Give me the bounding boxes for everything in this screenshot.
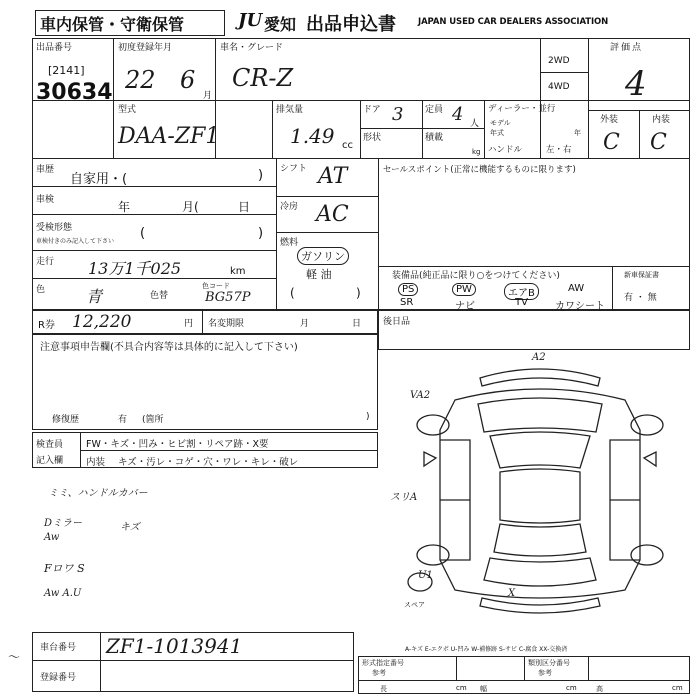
- repair-have: 有: [118, 415, 128, 425]
- receipt-open: (: [140, 226, 146, 241]
- equipment-tv: TV: [515, 297, 528, 308]
- inspector-line-1: FW・キズ・凹み・ヒビ割・リペア跡・X要: [86, 439, 269, 450]
- chassis-label: 車台番号: [40, 643, 77, 653]
- drive-2wd: 2WD: [548, 56, 570, 66]
- mileage-label: 走行: [36, 257, 55, 267]
- recycle-label: R券: [38, 320, 55, 331]
- handwritten-note-2: Dミラー: [44, 518, 83, 529]
- capacity-value: 4: [452, 104, 464, 125]
- inspector-line-2: キズ・汚レ・コゲ・穴・ワレ・キレ・破レ: [118, 457, 299, 468]
- hood: [478, 398, 602, 432]
- dim-width-unit: cm: [566, 684, 577, 692]
- dim-length: 長: [380, 685, 387, 693]
- model-year-label: モデル: [490, 119, 511, 127]
- fuel-label: 燃料: [280, 238, 299, 248]
- interior-label: 内装: [652, 115, 671, 125]
- wheel-front-left: [417, 415, 449, 435]
- lot-label: 出品番号: [36, 43, 73, 53]
- cc-unit: cc: [342, 140, 353, 151]
- first-reg-month: 6: [180, 66, 196, 94]
- front-bumper: [480, 369, 600, 386]
- repair-history-label: 修復歴: [52, 415, 80, 425]
- equipment-sr: SR: [400, 297, 414, 308]
- door-label: ドア: [363, 105, 381, 115]
- first-reg-year: 22: [125, 66, 156, 94]
- inspection-year: 年: [118, 200, 131, 214]
- handwritten-note-3: キズ: [120, 522, 140, 533]
- ac-label: 冷房: [280, 202, 299, 212]
- drive-4wd: 4WD: [548, 82, 570, 92]
- shift-label: シフト: [280, 164, 308, 174]
- spec-label-3: 類別区分番号: [528, 659, 570, 667]
- remarks-label: 後日品: [383, 317, 411, 327]
- displacement-label: 排気量: [276, 105, 304, 115]
- spec-label-2: 参考: [372, 669, 386, 677]
- rating-value: 4: [625, 64, 647, 104]
- equipment-pw: PW: [452, 283, 476, 296]
- color-value: 青: [86, 287, 103, 306]
- ju-logo: JU: [238, 10, 263, 31]
- interior-prefix: 内装: [86, 457, 106, 468]
- spare-label: スペア: [404, 601, 425, 609]
- trunk: [484, 558, 596, 586]
- equipment-airbag: エアB: [504, 283, 539, 300]
- form-title: 出品申込書: [306, 14, 396, 35]
- km-unit: km: [230, 266, 246, 277]
- notes-label: 注意事項申告欄(不具合内容等は具体的に記入して下さい): [40, 342, 298, 353]
- shape-label: 形状: [363, 133, 382, 143]
- car-history-close: ): [258, 168, 264, 183]
- wheel-rear-right: [631, 545, 663, 565]
- chassis-value: ZF1-1013941: [106, 634, 243, 658]
- repair-place: (箇所: [142, 415, 164, 425]
- damage-mark-va2: VA2: [410, 390, 431, 401]
- month-unit: 月: [203, 91, 213, 101]
- ac-value: AC: [316, 202, 349, 227]
- lot-small: [2141]: [48, 64, 85, 77]
- dim-height: 高: [596, 685, 603, 693]
- equipment-aw: AW: [568, 283, 585, 294]
- windshield: [490, 432, 590, 468]
- dim-length-unit: cm: [456, 684, 467, 692]
- rating-label: 評価点: [610, 43, 644, 53]
- handle-options: 左・右: [546, 145, 572, 155]
- inspection-month: 月(: [182, 200, 199, 214]
- color-label: 色: [36, 285, 46, 295]
- kg-unit: kg: [472, 148, 481, 156]
- left-mark: 〜: [8, 650, 21, 664]
- handwritten-note-4: Aw: [44, 532, 60, 543]
- exterior-grade: C: [603, 130, 620, 155]
- receipt-note: 車検付きのみ記入して下さい: [36, 238, 115, 245]
- model-name: CR-Z: [232, 64, 294, 92]
- name-change-label: 名変期限: [208, 319, 245, 329]
- warranty-label: 新車保証書: [624, 271, 659, 279]
- fuel-gasoline: ガソリン: [297, 247, 349, 265]
- dealer-label: ディーラー・並行: [488, 104, 556, 114]
- sales-point-label: セールスポイント(正常に機能するものに限ります): [383, 165, 576, 175]
- first-reg-label: 初度登録年月: [118, 43, 173, 53]
- type-label: 型式: [118, 105, 137, 115]
- interior-grade: C: [650, 130, 667, 155]
- persons-unit: 人: [470, 119, 480, 129]
- warranty-options: 有 ・ 無: [624, 293, 657, 303]
- mileage-value: 13万1千025: [88, 259, 182, 278]
- dim-width: 幅: [480, 685, 487, 693]
- damage-mark-x: X: [508, 588, 516, 599]
- mirror-right: [644, 452, 656, 466]
- color-code-value: BG57P: [205, 290, 251, 305]
- fuel-diesel: 軽 油: [306, 268, 332, 281]
- form-subtitle: JAPAN USED CAR DEALERS ASSOCIATION: [418, 17, 609, 27]
- model-label: 車名・グレード: [220, 43, 284, 53]
- year-unit: 年: [574, 129, 581, 137]
- equipment-label: 装備品(純正品に限り○をつけてください): [392, 271, 560, 281]
- lot-number: 30634: [36, 80, 113, 105]
- rear-bumper: [480, 598, 600, 613]
- recycle-value: 12,220: [72, 312, 132, 332]
- fuel-paren-close: ): [356, 286, 361, 300]
- wheel-front-right: [631, 415, 663, 435]
- inspection-day: 日: [238, 200, 251, 214]
- damage-mark-a2-top: A2: [532, 352, 546, 363]
- spec-label-1: 形式指定番号: [362, 659, 404, 667]
- roof: [500, 469, 580, 523]
- handwritten-note-6: Aw A.U: [44, 588, 82, 599]
- inspector-label-1: 検査員: [36, 440, 64, 450]
- org-name: 愛知: [264, 15, 297, 34]
- registration-label: 登録番号: [40, 673, 77, 683]
- displacement-value: 1.49: [290, 124, 335, 148]
- car-history-label: 車歴: [36, 165, 55, 175]
- recycle-yen: 円: [184, 319, 194, 329]
- mirror-left: [424, 452, 436, 466]
- handwritten-note-5: Fロワ S: [44, 562, 85, 575]
- fuel-paren-open: (: [290, 286, 295, 300]
- load-label: 積載: [425, 133, 444, 143]
- car-history-value: 自家用・(: [70, 172, 128, 187]
- handwritten-note-1: ミミ、ハンドルカバー: [48, 488, 148, 499]
- damage-legend: A-キズ E-エクボ U-凹み W-補修跡 S-サビ C-腐食 XX-交換済: [405, 646, 568, 653]
- color-change-label: 色替: [150, 291, 169, 301]
- name-change-day: 日: [352, 319, 362, 329]
- name-change-month: 月: [300, 319, 310, 329]
- door-value: 3: [392, 104, 404, 125]
- equipment-ps: PS: [398, 283, 418, 296]
- inspection-label: 車検: [36, 195, 55, 205]
- dim-height-unit: cm: [672, 684, 683, 692]
- damage-mark-suria: スリA: [390, 492, 418, 503]
- wheel-rear-left: [417, 545, 449, 565]
- year-form-label: 年式: [490, 129, 504, 137]
- color-code-label: 色コード: [202, 282, 230, 290]
- rear-glass: [494, 524, 586, 556]
- exterior-label: 外装: [600, 115, 619, 125]
- receipt-close: ): [258, 226, 264, 241]
- shift-value: AT: [318, 164, 348, 189]
- storage-note: 車内保管・守衛保管: [40, 15, 185, 34]
- spec-label-4: 参考: [538, 669, 552, 677]
- capacity-label: 定員: [425, 105, 444, 115]
- repair-close: ): [366, 412, 370, 422]
- handle-label: ハンドル: [488, 145, 523, 155]
- inspector-label-2: 記入欄: [36, 456, 64, 466]
- damage-mark-u1: U1: [418, 570, 433, 581]
- equipment-navi: ナビ: [455, 301, 475, 312]
- equipment-seat: カワシート: [555, 301, 605, 312]
- type-value: DAA-ZF1: [118, 124, 220, 149]
- receipt-label: 受検形態: [36, 223, 73, 233]
